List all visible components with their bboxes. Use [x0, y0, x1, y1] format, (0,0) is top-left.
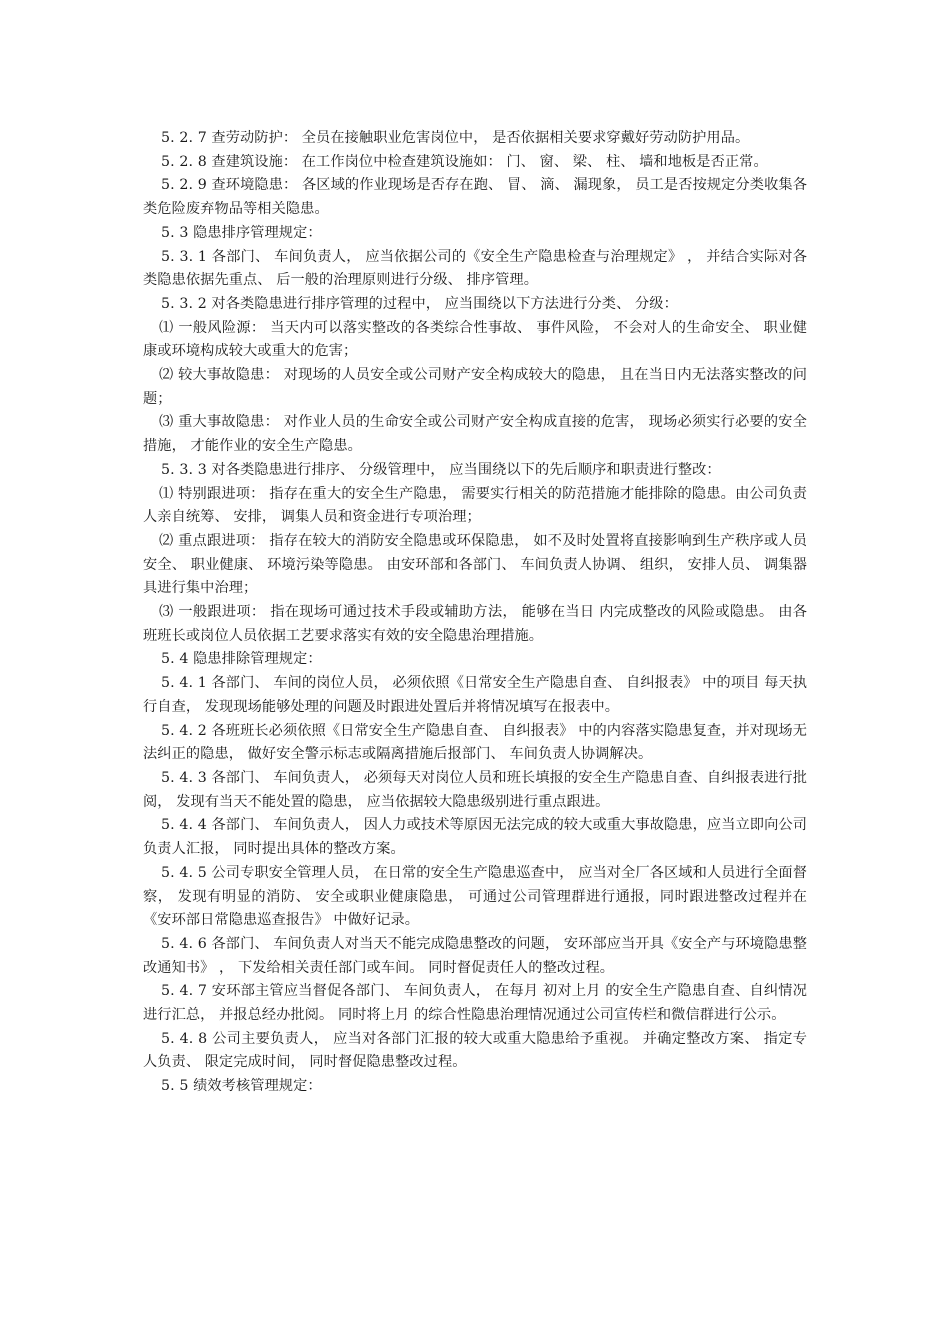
clause-5-2-8: 5. 2. 8 查建筑设施： 在工作岗位中检查建筑设施如： 门、 窗、 梁、 柱、 墙和地板是否正常。: [161, 153, 768, 170]
clause-5-4-4: 5. 4. 4 各部门、 车间负责人， 因人力或技术等原因无法完成的较大或重大事故隐患，应当立即向公司负责人汇报， 同时提出具体的整改方案。: [143, 817, 807, 858]
item-general-risk-source: ⑴ 一般风险源： 当天内可以落实整改的各类综合性事故、 事件风险， 不会对人的生命安全、 职业健康或环境构成较大或重大的危害；: [143, 319, 807, 360]
document-body: [143, 127, 807, 1099]
clause-5-4-7: 5. 4. 7 安环部主管应当督促各部门、 车间负责人， 在每月 初对上月 的安全生产隐患自查、自纠情况进行汇总， 并报总经办批阅。 同时将上月 的综合性隐患治理情况通过公司宣传栏和微信群进行公示。: [143, 983, 807, 1024]
item-special-follow-up: ⑴ 特别跟进项： 指存在重大的安全生产隐患， 需要实行相关的防范措施才能排除的隐患。由公司负责人亲自统筹、 安排， 调集人员和资金进行专项治理；: [143, 485, 807, 526]
clause-5-2-7: 5. 2. 7 查劳动防护： 全员在接触职业危害岗位中， 是否依据相关要求穿戴好劳动防护用品。: [161, 130, 750, 146]
clause-5-4-1: 5. 4. 1 各部门、 车间的岗位人员， 必须依照《日常安全生产隐患自查、 自纠报表》 中的项目 每天执行自查， 发现现场能够处理的问题及时跟进处置后并将情况填写在报表中。: [143, 675, 807, 715]
clause-5-3-2: 5. 3. 2 对各类隐患进行排序管理的过程中， 应当围绕以下方法进行分类、 分级：: [161, 295, 678, 312]
clause-5-4-6: 5. 4. 6 各部门、 车间负责人对当天不能完成隐患整改的问题， 安环部应当开具《安全产与环境隐患整改通知书》 ， 下发给相关责任部门或车间。 同时督促责任人的整改过程。: [143, 935, 807, 976]
clause-5-3-3: 5. 3. 3 对各类隐患进行排序、 分级管理中， 应当围绕以下的先后顺序和职责进行整改：: [161, 461, 721, 478]
section-5-3-heading: 5. 3 隐患排序管理规定：: [161, 224, 322, 241]
item-serious-accident-hazard: ⑶ 重大事故隐患： 对作业人员的生命安全或公司财产安全构成直接的危害， 现场必须实行必要的安全措施， 才能作业的安全生产隐患。: [143, 414, 807, 455]
item-general-follow-up: ⑶ 一般跟进项： 指在现场可通过技术手段或辅助方法， 能够在当日 内完成整改的风险或隐患。 由各班班长或岗位人员依据工艺要求落实有效的安全隐患治理措施。: [143, 604, 807, 644]
section-5-5-heading: 5. 5 绩效考核管理规定：: [161, 1078, 322, 1095]
clause-5-4-2: 5. 4. 2 各班班长必须依照《日常安全生产隐患自查、 自纠报表》 中的内容落实隐患复查，并对现场无法纠正的隐患， 做好安全警示标志或隔离措施后报部门、 车间负责人协调解决。: [143, 722, 807, 763]
clause-5-4-5: 5. 4. 5 公司专职安全管理人员， 在日常的安全生产隐患巡查中， 应当对全厂各区域和人员进行全面督察， 发现有明显的消防、 安全或职业健康隐患， 可通过公司管理群进行通报，同时跟进整改过程并在《安环部日常隐患巡查报告》 中做好记录。: [143, 864, 807, 929]
clause-5-4-3: 5. 4. 3 各部门、 车间负责人， 必须每天对岗位人员和班长填报的安全生产隐患自查、自纠报表进行批阅， 发现有当天不能处置的隐患， 应当依据较大隐患级别进行重点跟进。: [143, 769, 807, 810]
item-key-follow-up: ⑵ 重点跟进项： 指存在较大的消防安全隐患或环保隐患， 如不及时处置将直接影响到生产秩序或人员安全、 职业健康、 环境污染等隐患。 由安环部和各部门、 车间负责人协调、 组织， 安排人员、 调集器具进行集中治理；: [143, 532, 807, 597]
clause-5-3-1: 5. 3. 1 各部门、 车间负责人， 应当依据公司的《安全生产隐患检查与治理规定》 ， 并结合实际对各类隐患依据先重点、 后一般的治理原则进行分级、 排序管理。: [143, 248, 807, 289]
item-major-accident-hazard: ⑵ 较大事故隐患： 对现场的人员安全或公司财产安全构成较大的隐患， 且在当日内无法落实整改的问题；: [143, 367, 807, 407]
section-5-4-heading: 5. 4 隐患排除管理规定：: [161, 651, 322, 668]
clause-5-2-9: 5. 2. 9 查环境隐患： 各区域的作业现场是否存在跑、 冒、 滴、 漏现象， 员工是否按规定分类收集各类危险废弃物品等相关隐患。: [143, 177, 807, 218]
clause-5-4-8: 5. 4. 8 公司主要负责人， 应当对各部门汇报的较大或重大隐患给予重视。 并确定整改方案、 指定专人负责、 限定完成时间， 同时督促隐患整改过程。: [143, 1030, 807, 1071]
